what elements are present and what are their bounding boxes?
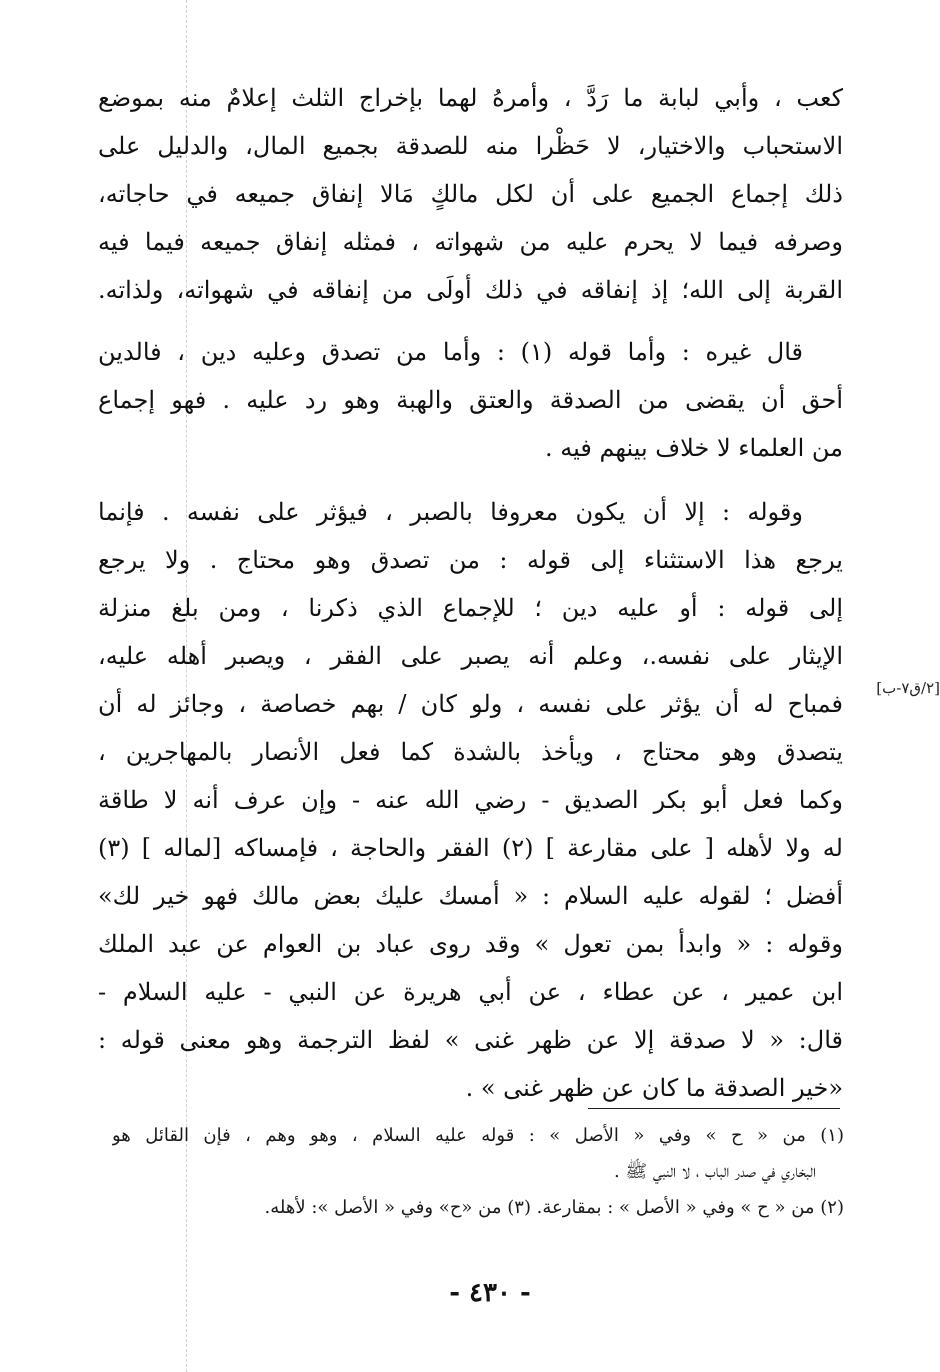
text-line: إلى قوله : أو عليه دين ؛ للإجماع الذي ذكرنا ، ومن بلغ منزلة xyxy=(98,594,843,622)
text-line: الاستحباب والاختيار، لا حَظْرا منه للصدقة بجميع المال، والدليل على xyxy=(98,132,843,160)
text-line: وكما فعل أبو بكر الصديق - رضي الله عنه - وإن عرف أنه لا طاقة xyxy=(98,786,843,814)
text-line: قال غيره : وأما قوله (١) : وأما من تصدق وعليه دين ، فالدين xyxy=(98,338,804,366)
text-line: قال: « لا صدقة إلا عن ظهر غنى » لفظ الترجمة وهو معنى قوله : xyxy=(98,1026,843,1054)
text-line: يرجع هذا الاستثناء إلى قوله : من تصدق وهو محتاج . ولا يرجع xyxy=(98,546,843,574)
manuscript-folio-note: [٢/ق٧-ب] xyxy=(876,679,940,697)
text-line: الإيثار على نفسه.، وعلم أنه يصبر على الفقر ، ويصبر أهله عليه، xyxy=(98,642,843,670)
text-line: «خير الصدقة ما كان عن ظهر غنى » . xyxy=(465,1074,843,1102)
footnote-line: (٢) من « ح » وفي « الأصل » : بمقارعة. (٣) من «ح» وفي « الأصل »: لأهله. xyxy=(264,1197,844,1218)
text-line: ذلك إجماع الجميع على أن لكل مالكٍ مَالا إنفاق جميعه في حاجاته، xyxy=(98,180,843,208)
text-line: كعب ، وأبي لبابة ما رَدَّ ، وأمرهُ لهما بإخراج الثلث إعلامٌ منه بموضع xyxy=(98,84,843,112)
text-line: القربة إلى الله؛ إذ إنفاقه في ذلك أولَى من إنفاقه في شهواته، ولذاته. xyxy=(98,276,843,304)
text-line: أحق أن يقضى من الصدقة والعتق والهبة وهو رد عليه . فهو إجماع xyxy=(98,386,843,414)
text-line: أفضل ؛ لقوله عليه السلام : « أمسك عليك بعض مالك فهو خير لك» xyxy=(98,882,843,910)
text-line: وقوله : « وابدأ بمن تعول » وقد روى عباد بن العوام عن عبد الملك xyxy=(98,930,843,958)
text-line: فمباح له أن يؤثر على نفسه ، ولو كان / بهم خصاصة ، وجائز له أن xyxy=(98,690,843,718)
paragraph-2 xyxy=(98,328,843,472)
text-line: ابن عمير ، عن عطاء ، عن أبي هريرة عن النبي - عليه السلام - xyxy=(98,978,843,1006)
text-line: وقوله : إلا أن يكون معروفا بالصبر ، فيؤثر على نفسه . فإنما xyxy=(98,498,803,526)
footnote-separator xyxy=(588,1108,840,1109)
text-line: يتصدق وهو محتاج ، ويأخذ بالشدة كما فعل الأنصار بالمهاجرين ، xyxy=(98,738,843,766)
footnote-line: البخاري في صدر الباب ، لا النبي ﷺ . xyxy=(613,1161,816,1182)
paragraph-3 xyxy=(98,488,843,1112)
text-line: له ولا لأهله [ على مقارعة ] (٢) الفقر والحاجة ، فإمساكه [لماله ] (٣) xyxy=(98,834,843,862)
page-number: - ٤٣٠ - xyxy=(449,1278,531,1308)
text-line: من العلماء لا خلاف بينهم فيه . xyxy=(544,434,843,462)
text-line: وصرفه فيما لا يحرم عليه من شهواته ، فمثله إنفاق جميعه فيما فيه xyxy=(98,228,843,256)
footnote-line: (١) من « ح » وفي « الأصل » : قوله عليه السلام ، وهو وهم ، فإن القائل هو xyxy=(112,1125,844,1146)
footnotes xyxy=(112,1118,844,1226)
paragraph-1 xyxy=(98,74,843,314)
